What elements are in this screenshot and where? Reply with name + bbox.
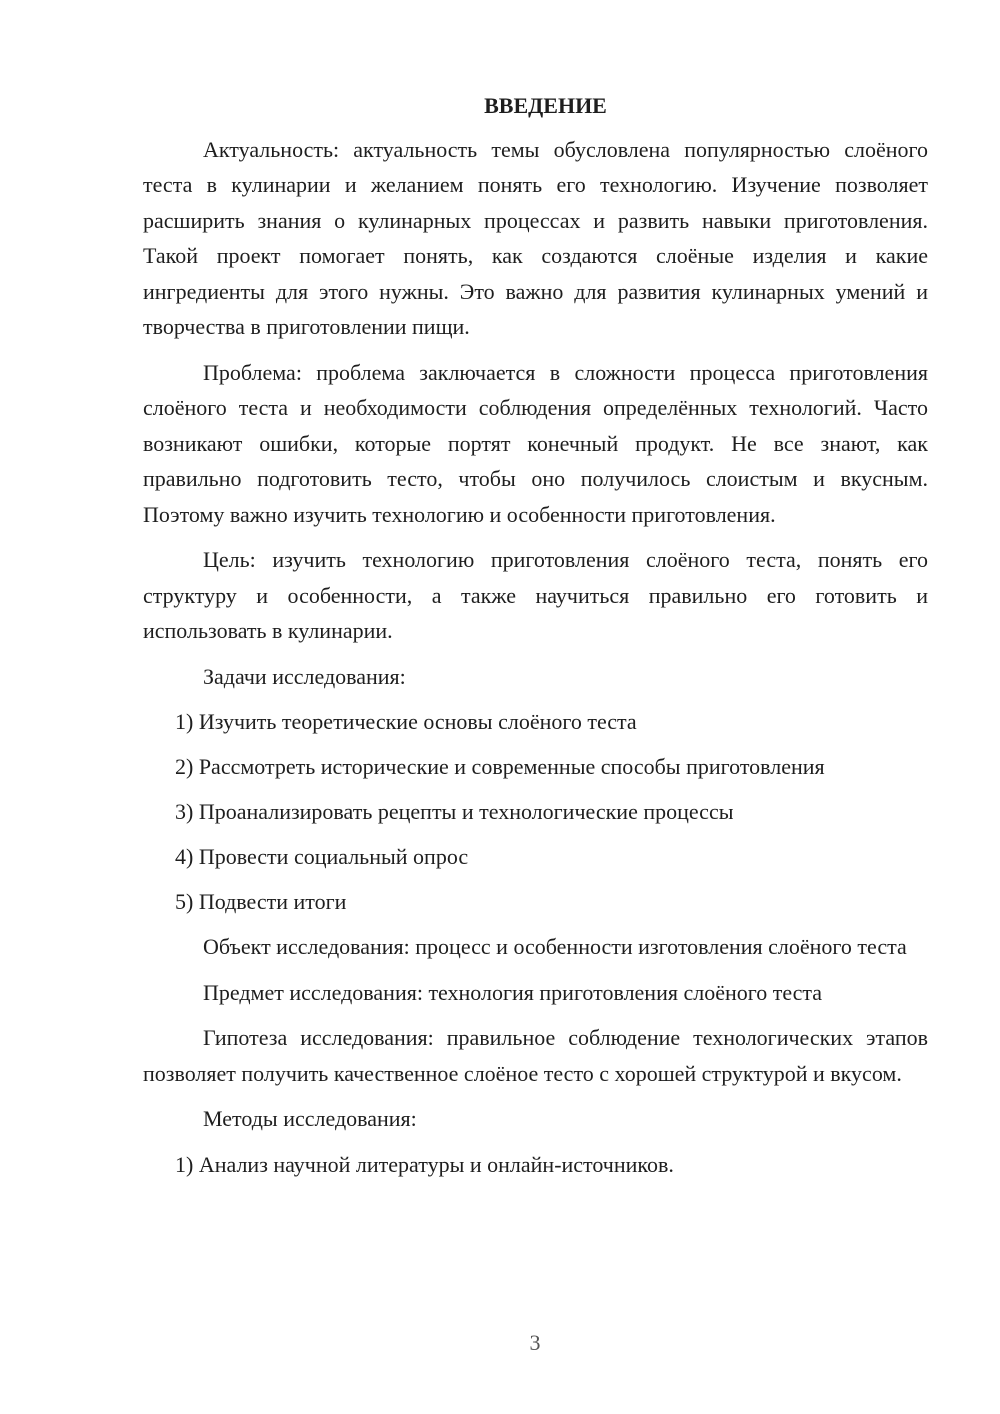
task-item: 1) Изучить теоретические основы слоёного теста	[175, 709, 637, 734]
method-item: 1) Анализ научной литературы и онлайн-источников.	[175, 1151, 674, 1177]
task-item: 4) Провести социальный опрос	[175, 844, 469, 869]
section-title: ВВЕДЕНИЕ	[484, 93, 607, 118]
subject-paragraph: Предмет исследования: технология приготовления слоёного теста	[203, 979, 823, 1005]
page-number: 3	[529, 1330, 541, 1355]
tasks-list	[143, 704, 928, 920]
goal-paragraph: Цель: изучить технологию приготовления слоёного теста, понять его структуру и особенности, а также научиться правильно его готовить и использовать в кулинарии.	[143, 547, 928, 643]
relevance-paragraph: Актуальность: актуальность темы обусловлена популярностью слоёного теста в кулинарии и желанием понять его технологию. Изучение позволяет расширить знания о кулинарных процессах и развить навыки приготовления. Такой проект помогает понять, как создаются слоёные изделия и какие ингредиенты для этого нужны. Это важно для развития кулинарных умений и творчества в приготовлении пищи.	[143, 136, 928, 339]
task-item: 2) Рассмотреть исторические и современные способы приготовления	[175, 754, 825, 779]
problem-paragraph: Проблема: проблема заключается в сложности процесса приготовления слоёного теста и необходимости соблюдения определённых технологий. Часто возникают ошибки, которые портят конечный продукт. Не все знают, как правильно подготовить тесто, чтобы оно получилось слоистым и вкусным. Поэтому важно изучить технологию и особенности приготовления.	[143, 359, 928, 527]
object-paragraph: Объект исследования: процесс и особенности изготовления слоёного теста	[203, 934, 907, 959]
methods-list	[143, 1147, 928, 1183]
hypothesis-paragraph: Гипотеза исследования: правильное соблюдение технологических этапов позволяет получить качественное слоёное тесто с хорошей структурой и вкусом.	[143, 1025, 928, 1086]
tasks-heading: Задачи исследования:	[203, 663, 406, 689]
methods-heading: Методы исследования:	[203, 1106, 417, 1131]
task-item: 3) Проанализировать рецепты и технологические процессы	[175, 799, 734, 824]
task-item: 5) Подвести итоги	[175, 889, 347, 914]
document-page	[143, 88, 928, 1192]
